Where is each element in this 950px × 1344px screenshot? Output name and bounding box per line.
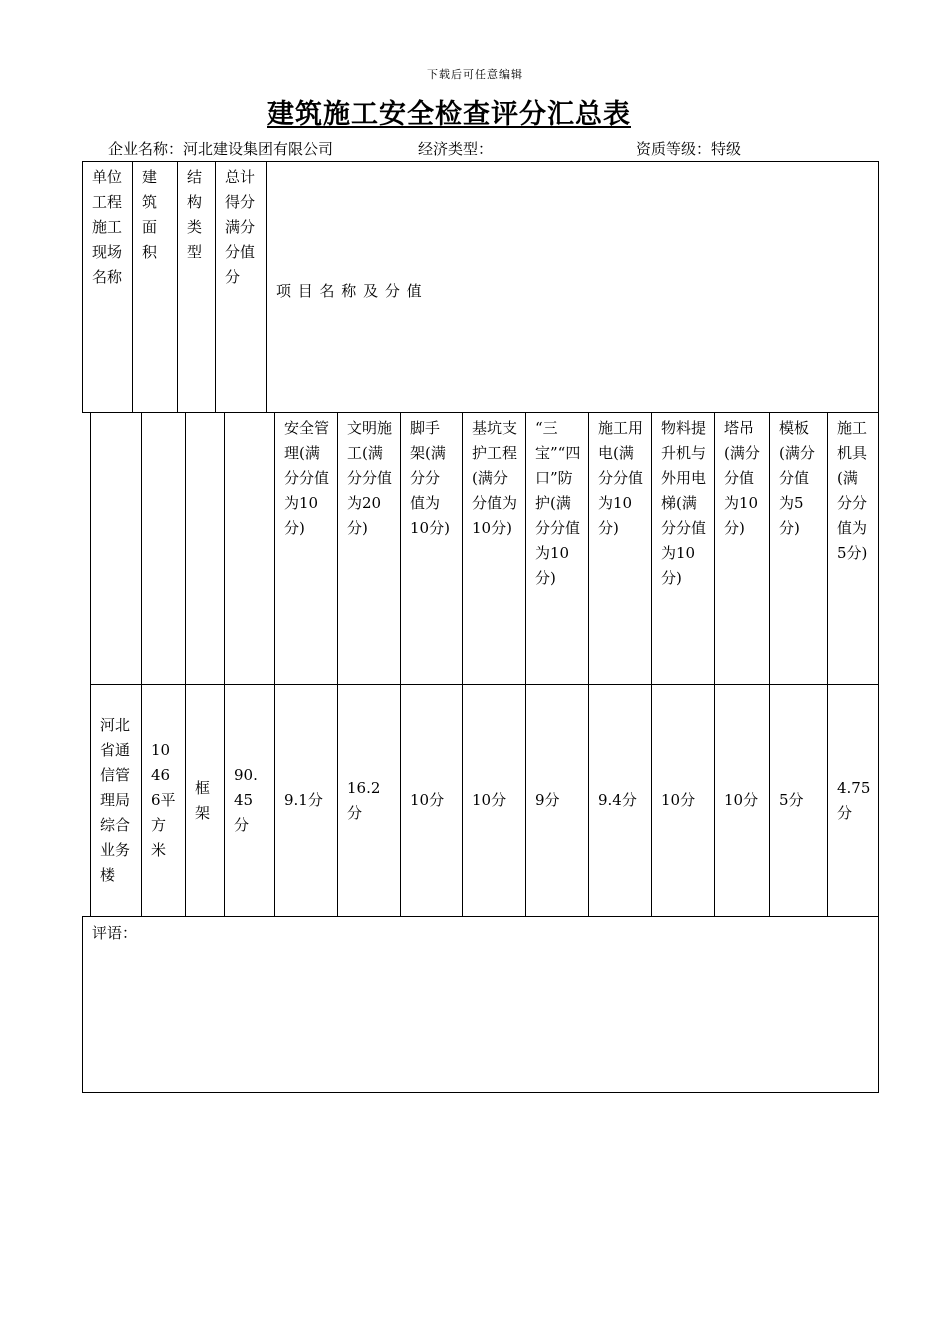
- item-header-safety-management: 安全管理(满分分值为10分): [284, 419, 330, 537]
- row-structure-type: 框架: [195, 778, 211, 822]
- row-score-foundation-pit: 10分: [472, 791, 507, 809]
- item-header-protection: “三宝”“四口”防护(满分分值为10分): [535, 419, 581, 587]
- row-score-machinery: 4.75分: [837, 778, 871, 822]
- row-site-name: 河北省通信管理局综合业务楼: [100, 716, 131, 884]
- comment-label: 评语：: [92, 924, 138, 942]
- row-score-formwork: 5分: [779, 791, 804, 809]
- header-note: 下载后可任意编辑: [427, 68, 523, 81]
- qualification-level: 资质等级：特级: [636, 140, 742, 158]
- item-header-hoist-elevator: 物料提升机与外用电梯(满分分值为10分): [661, 419, 707, 587]
- item-header-electricity: 施工用电(满分分值为10分): [598, 419, 644, 537]
- item-header-formwork: 模板(满分分值为5分): [779, 419, 815, 537]
- row-score-scaffolding: 10分: [410, 791, 445, 809]
- row-building-area: 10466平方米: [151, 741, 176, 859]
- row-score-safety-management: 9.1分: [284, 791, 323, 809]
- row-score-hoist-elevator: 10分: [661, 791, 696, 809]
- row-score-tower-crane: 10分: [724, 791, 759, 809]
- page-title: 建筑施工安全检查评分汇总表: [267, 99, 631, 130]
- header-structure-type: 结构类型: [187, 168, 203, 261]
- economy-type: 经济类型：: [418, 140, 494, 158]
- item-header-machinery: 施工机具(满分分值为5分): [837, 419, 868, 562]
- item-header-foundation-pit: 基坑支护工程(满分分值为10分): [472, 419, 518, 537]
- header-building-area: 建筑面积: [142, 168, 158, 261]
- row-total-score: 90.45分: [234, 766, 258, 834]
- row-score-protection: 9分: [535, 791, 560, 809]
- header-site-name: 单位工程施工现场名称: [92, 168, 123, 286]
- item-header-tower-crane: 塔吊(满分分值为10分): [724, 419, 760, 537]
- header-total-score: 总计得分满分分值 分: [225, 168, 271, 286]
- row-score-electricity: 9.4分: [598, 791, 637, 809]
- row-score-civilized-construction: 16.2分: [347, 778, 381, 822]
- item-header-civilized-construction: 文明施工(满分分值为20分): [347, 419, 393, 537]
- header-items-title: 项 目 名 称 及 分 值: [276, 282, 423, 300]
- company-name: 企业名称：河北建设集团有限公司: [108, 140, 334, 158]
- item-header-scaffolding: 脚手架(满分分值为10分): [410, 419, 450, 537]
